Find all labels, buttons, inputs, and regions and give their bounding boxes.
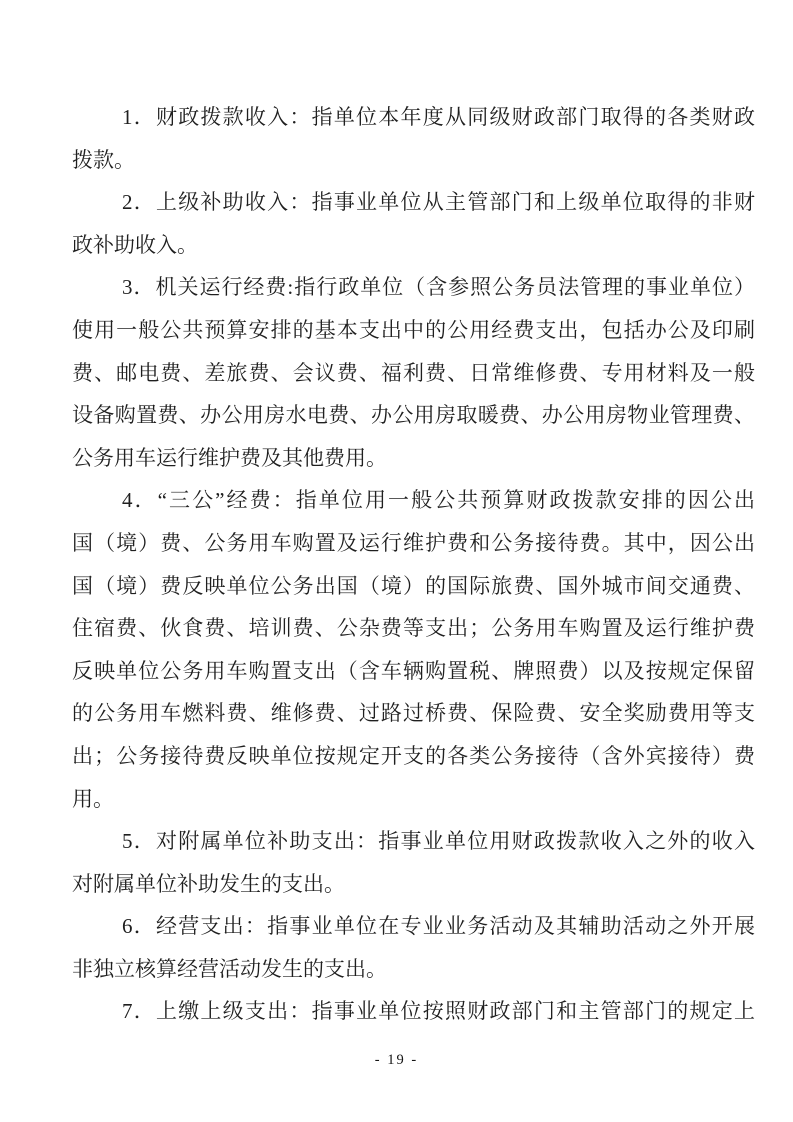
text-line: 出；公务接待费反映单位按规定开支的各类公务接待（含外宾接待）费: [72, 743, 755, 768]
text-line: 的公务用车燃料费、维修费、过路过桥费、保险费、安全奖励费用等支: [72, 701, 755, 726]
text-line: 3．机关运行经费:指行政单位（含参照公务员法管理的事业单位）: [122, 275, 755, 300]
text-line: 费、邮电费、差旅费、会议费、福利费、日常维修费、专用材料及一般: [72, 360, 755, 385]
document-body: [72, 96, 755, 1033]
text-line: 对附属单位补助发生的支出。: [72, 871, 345, 896]
text-line: 反映单位公务用车购置支出（含车辆购置税、牌照费）以及按规定保留: [72, 658, 755, 683]
text-line: 国（境）费、公务用车购置及运行维护费和公务接待费。其中，因公出: [72, 530, 755, 555]
text-line: 7．上缴上级支出：指事业单位按照财政部门和主管部门的规定上: [122, 999, 755, 1024]
text-line: 用。: [72, 786, 114, 811]
text-line: 6．经营支出：指事业单位在专业业务活动及其辅助活动之外开展: [122, 914, 755, 939]
text-line: 使用一般公共预算安排的基本支出中的公用经费支出，包括办公及印刷: [72, 317, 755, 342]
text-line: 2．上级补助收入：指事业单位从主管部门和上级单位取得的非财: [122, 190, 755, 215]
text-line: 住宿费、伙食费、培训费、公杂费等支出；公务用车购置及运行维护费: [72, 616, 755, 641]
text-line: 1．财政拨款收入：指单位本年度从同级财政部门取得的各类财政: [122, 105, 755, 129]
text-line: 非独立核算经营活动发生的支出。: [72, 956, 387, 981]
text-line: 5．对附属单位补助支出：指事业单位用财政拨款收入之外的收入: [122, 829, 755, 854]
text-line: 设备购置费、办公用房水电费、办公用房取暖费、办公用房物业管理费、: [72, 403, 755, 428]
text-line: 公务用车运行维护费及其他费用。: [72, 445, 387, 470]
text-line: 国（境）费反映单位公务出国（境）的国际旅费、国外城市间交通费、: [72, 573, 755, 598]
page-number: - 19 -: [374, 1052, 419, 1068]
text-line: 4．“三公”经费：指单位用一般公共预算财政拨款安排的因公出: [122, 488, 755, 513]
text-line: 政补助收入。: [72, 232, 198, 257]
text-line: 拨款。: [72, 147, 135, 172]
